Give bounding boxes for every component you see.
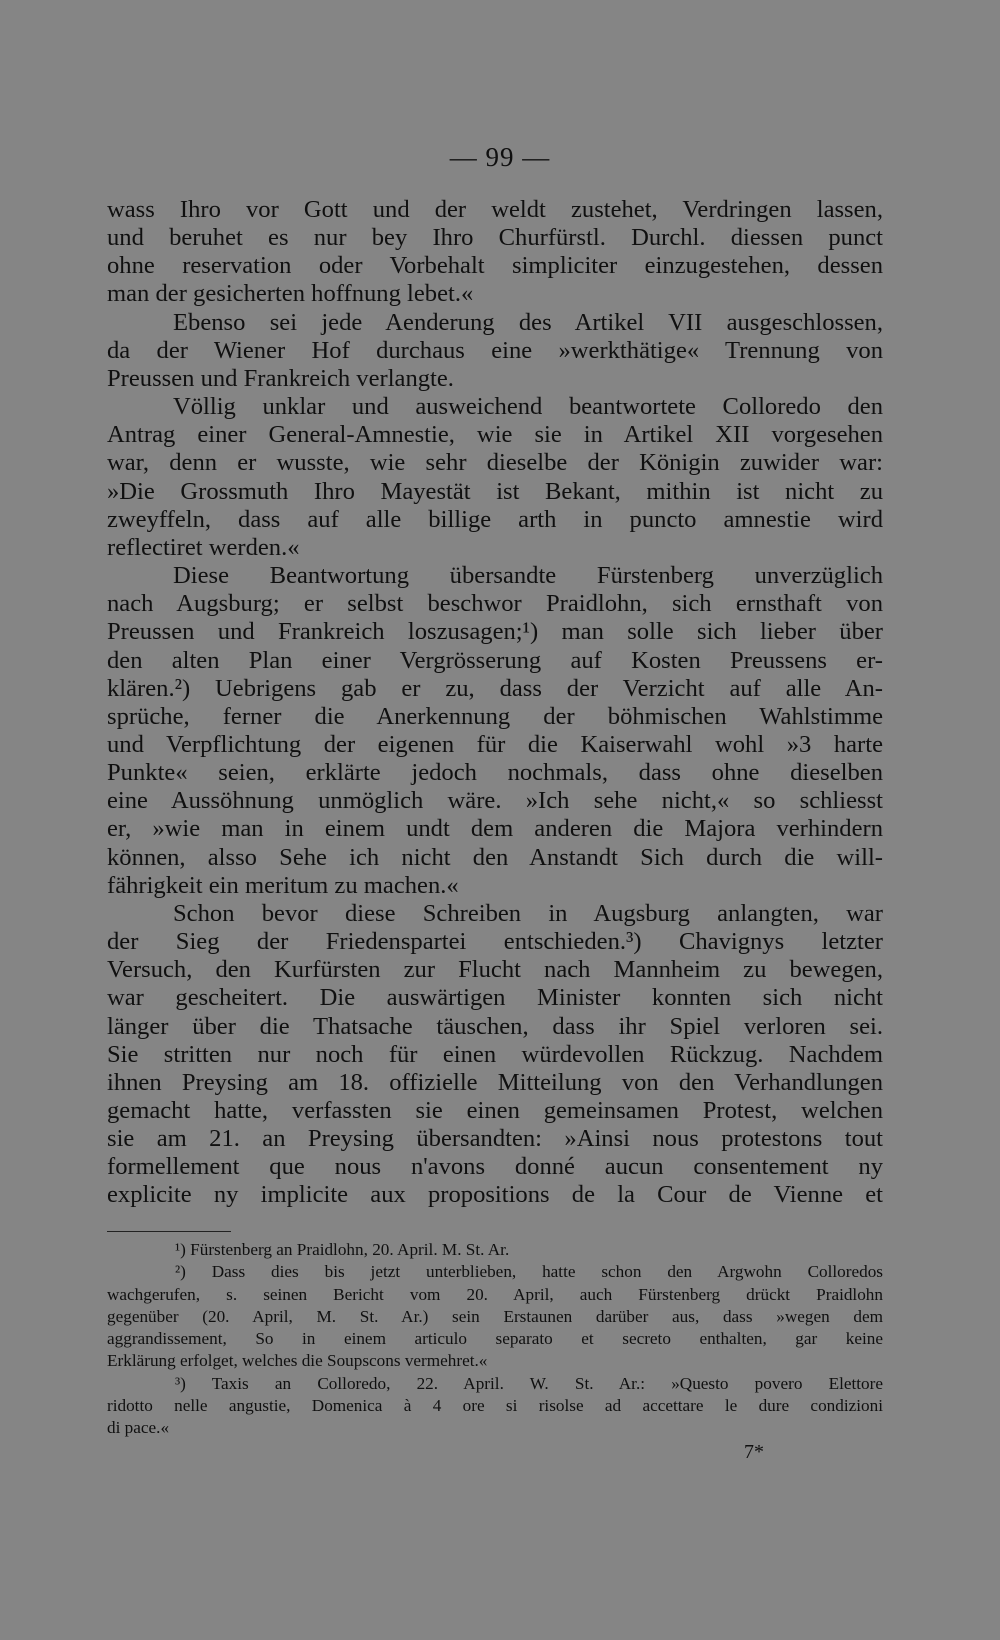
body-line: ihnen Preysing am 18. offizielle Mitteilung von den Verhandlungen [107, 1068, 883, 1096]
footnote-divider [107, 1231, 231, 1232]
body-line: Versuch, den Kurfürsten zur Flucht nach Mannheim zu bewegen, [107, 956, 883, 984]
body-line: und Verpflichtung der eigenen für die Kaiserwahl wohl »3 harte [107, 730, 883, 758]
footnote-line: ²) Dass dies bis jetzt unterblieben, hatte schon den Argwohn Colloredos [175, 1262, 883, 1282]
body-line: ohne reservation oder Vorbehalt simpliciter einzugestehen, dessen [107, 252, 883, 280]
body-line: eine Aussöhnung unmöglich wäre. »Ich sehe nicht,« so schliesst [107, 787, 883, 815]
body-line: Punkte« seien, erklärte jedoch nochmals, dass ohne dieselben [107, 759, 883, 787]
signature-mark: 7* [744, 1441, 764, 1463]
footnote-line: ¹) Fürstenberg an Praidlohn, 20. April. M. St. Ar. [175, 1240, 510, 1259]
body-line: Preussen und Frankreich loszusagen;¹) man solle sich lieber über [107, 618, 883, 646]
body-line: er, »wie man in einem undt dem anderen die Majora verhindern [107, 815, 883, 843]
body-line: Völlig unklar und ausweichend beantwortete Colloredo den [173, 393, 883, 421]
body-line: klären.²) Uebrigens gab er zu, dass der Verzicht auf alle An- [107, 674, 883, 702]
footnotes [107, 1239, 883, 1440]
body-line: der Sieg der Friedenspartei entschieden.³) Chavignys letzter [107, 928, 883, 956]
body-line: wass Ihro vor Gott und der weldt zustehet, Verdringen lassen, [107, 196, 883, 223]
footnote-line: wachgerufen, s. seinen Bericht vom 20. April, auch Fürstenberg drückt Praidlohn [107, 1284, 883, 1304]
body-line: Antrag einer General-Amnestie, wie sie in Artikel XII vorgesehen [107, 421, 883, 449]
body-line: können, alsso Sehe ich nicht den Anstandt Sich durch die will- [107, 843, 883, 871]
body-text [107, 196, 883, 1210]
body-line: fährigkeit ein meritum zu machen.« [107, 871, 459, 899]
body-line: zweyffeln, dass auf alle billige arth in puncto amnestie wird [107, 505, 883, 533]
footnote-line: ³) Taxis an Colloredo, 22. April. W. St. Ar.: »Questo povero Elettore [175, 1373, 883, 1393]
footnote-line: ridotto nelle angustie, Domenica à 4 ore si risolse ad accettare le dure condizioni [107, 1396, 883, 1416]
page-number: — 99 — [449, 142, 551, 172]
body-line: war, denn er wusste, wie sehr dieselbe der Königin zuwider war: [107, 449, 883, 477]
body-line: Sie stritten nur noch für einen würdevollen Rückzug. Nachdem [107, 1040, 883, 1068]
body-line: und beruhet es nur bey Ihro Churfürstl. Durchl. diessen punct [107, 224, 883, 252]
body-line: explicite ny implicite aux propositions de la Cour de Vienne et [107, 1181, 883, 1209]
body-line: sprüche, ferner die Anerkennung der böhmischen Wahlstimme [107, 702, 883, 730]
body-line: länger über die Thatsache täuschen, dass ihr Spiel verloren sei. [107, 1012, 883, 1040]
body-line: war gescheitert. Die auswärtigen Minister konnten sich nicht [107, 984, 883, 1012]
body-line: den alten Plan einer Vergrösserung auf Kosten Preussens er- [107, 646, 883, 674]
body-line: Ebenso sei jede Aenderung des Artikel VII ausgeschlossen, [173, 308, 883, 336]
footnote-line: gegenüber (20. April, M. St. Ar.) sein Erstaunen darüber aus, dass »wegen dem [107, 1306, 883, 1326]
body-line: Diese Beantwortung übersandte Fürstenberg unverzüglich [173, 562, 883, 590]
body-line: da der Wiener Hof durchaus eine »werkthätige« Trennung von [107, 336, 883, 364]
body-line: Preussen und Frankreich verlangte. [107, 364, 454, 392]
footnote-line: di pace.« [107, 1418, 170, 1438]
body-line: man der gesicherten hoffnung lebet.« [107, 280, 474, 308]
footnote-line: aggrandissement, So in einem articulo separato et secreto enthalten, gar keine [107, 1329, 883, 1349]
body-line: gemacht hatte, verfassten sie einen gemeinsamen Protest, welchen [107, 1097, 883, 1124]
body-line: reflectiret werden.« [107, 533, 300, 561]
body-line: Schon bevor diese Schreiben in Augsburg anlangten, war [173, 899, 883, 927]
footnote-line: Erklärung erfolget, welches die Soupscons vermehret.« [107, 1351, 488, 1371]
body-line: nach Augsburg; er selbst beschwor Praidlohn, sich ernsthaft von [107, 590, 883, 618]
body-line: sie am 21. an Preysing übersandten: »Ainsi nous protestons tout [107, 1125, 883, 1153]
body-line: formellement que nous n'avons donné aucun consentement ny [107, 1153, 883, 1181]
body-line: »Die Grossmuth Ihro Mayestät ist Bekant, mithin ist nicht zu [107, 477, 883, 505]
